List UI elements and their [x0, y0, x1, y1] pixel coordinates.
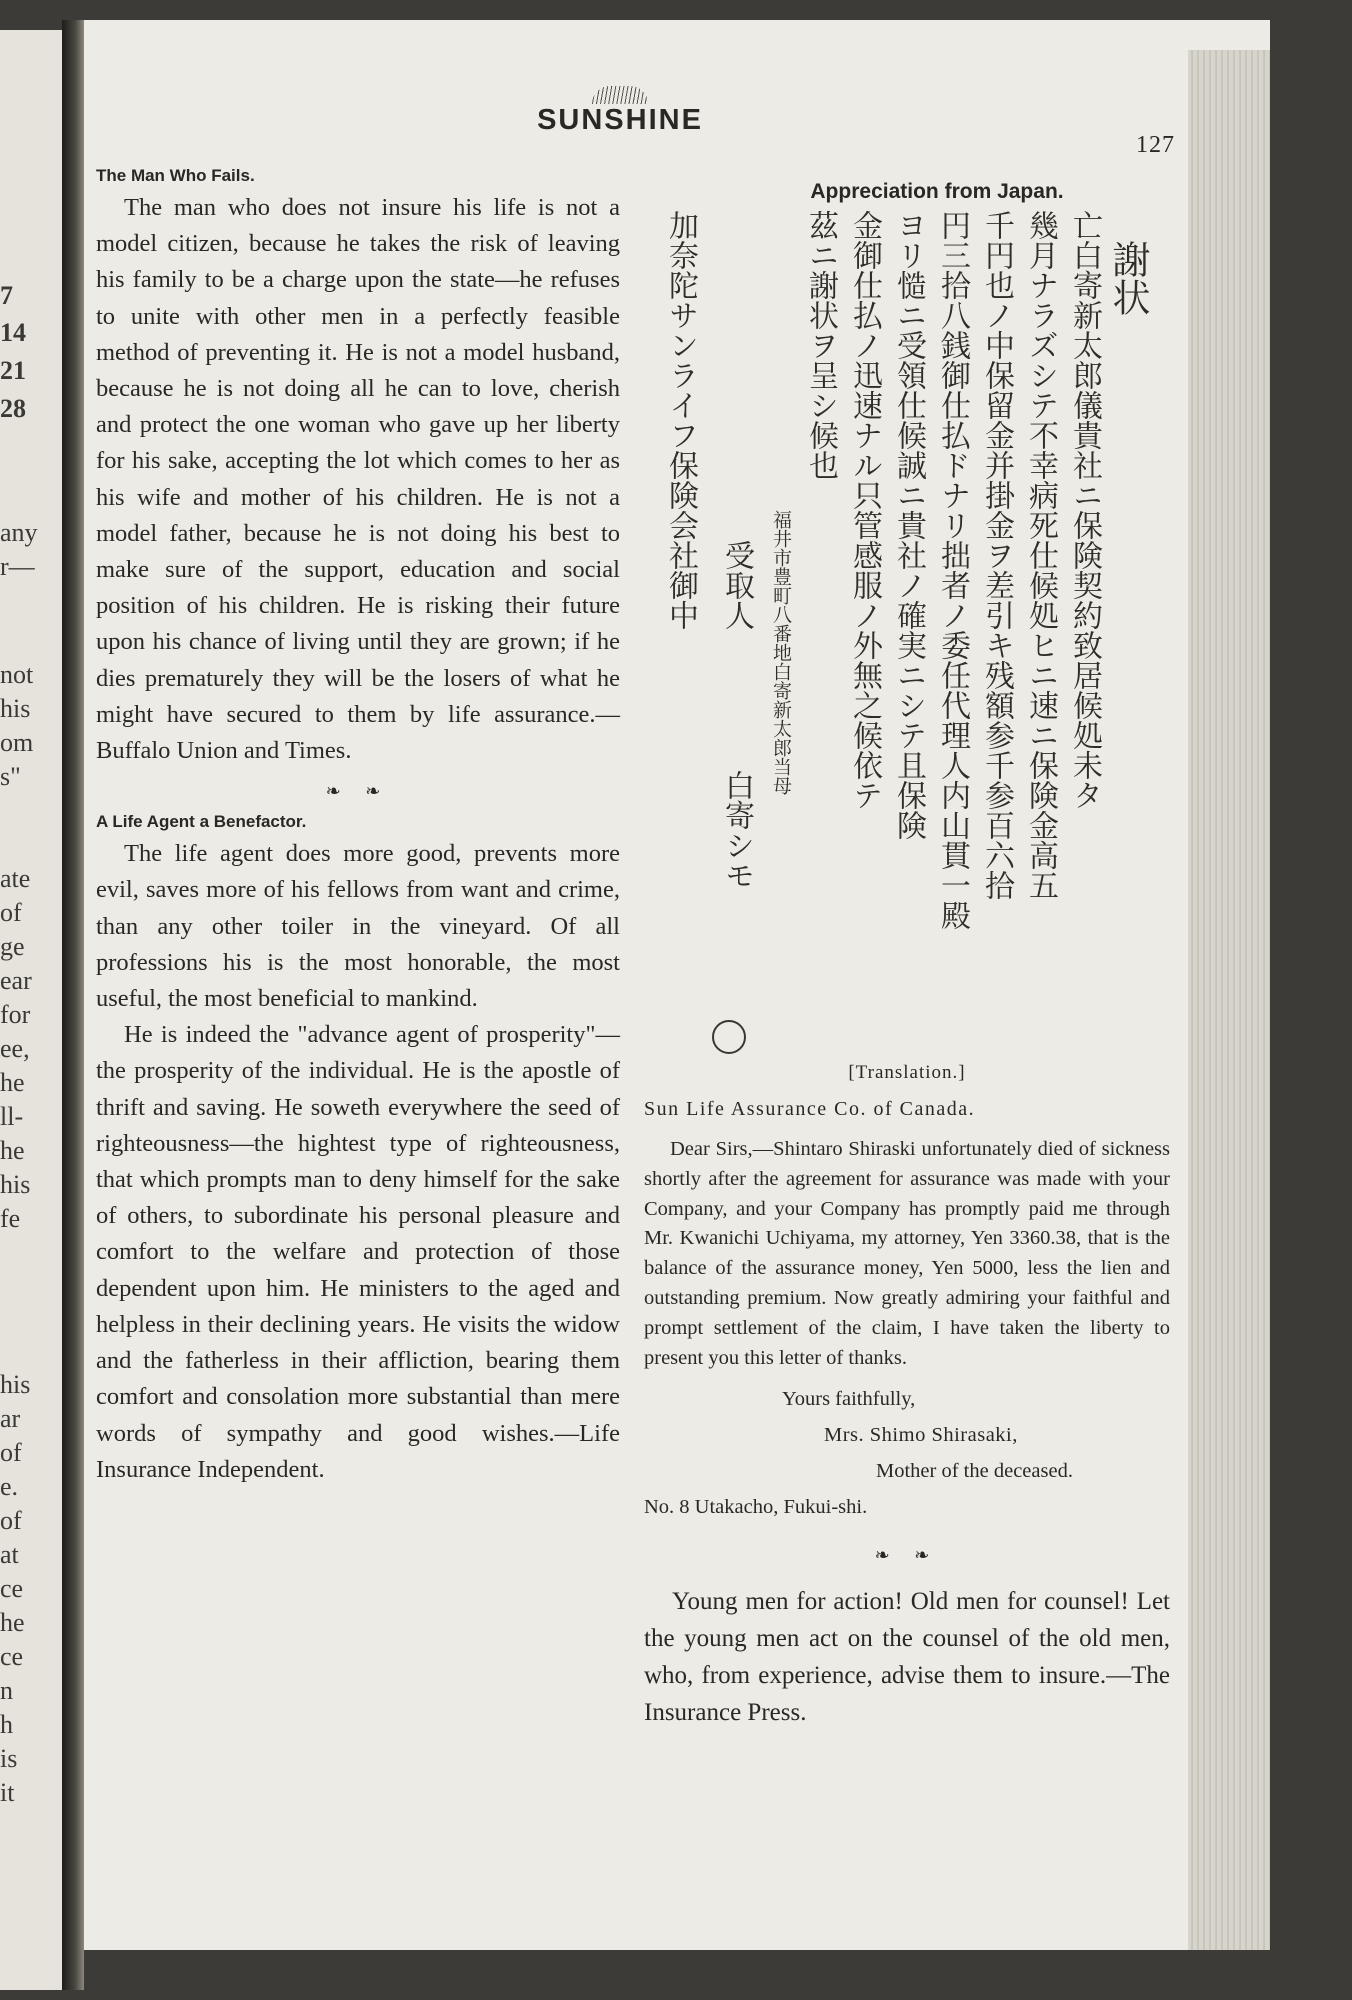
- prev-page-fragment: s": [0, 762, 21, 791]
- article-body: Young men for action! Old men for counsel! Let the young men act on the counsel of the old men, who, from experience, advise them to insure.—The Insurance Press.: [644, 1588, 1170, 1726]
- previous-page-strip: [0, 30, 62, 1990]
- article-body: The man who does not insure his life is not a model citizen, because he takes the risk of leaving his family to be a charge upon the state—he refuses to unite with other men in a perfectly feasible method of preventing it. He is not a model husband, because he is not doing all he can to love, cherish and protect the one woman who gave up her liberty for his sake, accepting the lot which comes to her as his wife and mother of his children. He is not a model father, because he is not doing his best to make sure of the support, education and social position of his children. He is risking their future upon his chance of living until they are grown; if he dies prematurely they will be the losers of what he might have secured to them by life assurance.—Buffalo Union and Times.: [96, 194, 620, 765]
- letter-signer-role: Mother of the deceased.: [876, 1460, 1073, 1483]
- letter-signer: Mrs. Shimo Shirasaki,: [824, 1424, 1018, 1447]
- article-body: The life agent does more good, prevents more evil, saves more of his fellows from want and crime, than any other toiler in the vineyard. Of all professions his is the most honorable, the most useful, the most beneficial to mankind.: [96, 840, 620, 1013]
- prev-page-fragment: fe: [0, 1204, 21, 1233]
- prev-page-fragment: ce: [0, 1642, 24, 1671]
- prev-page-fragment: for: [0, 1000, 31, 1029]
- page-number: 127: [1136, 132, 1175, 158]
- sun-rays-icon: [592, 86, 648, 104]
- page-edge-stack: [1188, 50, 1270, 1950]
- prev-page-fragment: he: [0, 1136, 25, 1165]
- right-column: [644, 180, 1170, 1732]
- prev-page-fragment: not: [0, 660, 34, 689]
- prev-page-fragment: at: [0, 1540, 19, 1569]
- japanese-recipient: 受取人: [719, 540, 754, 630]
- prev-page-fragment: he: [0, 1068, 25, 1097]
- japanese-column: 茲ニ謝状ヲ呈シ候也: [803, 210, 838, 480]
- company-name: Sun Life Assurance Co. of Canada.: [644, 1098, 976, 1120]
- letter-closing: Yours faithfully,: [782, 1388, 916, 1411]
- japanese-address: 福井市豊町八番地白寄新太郎当母: [770, 510, 792, 795]
- prev-page-fragment: 7: [0, 281, 13, 310]
- japanese-column: 加奈陀サンライフ保険会社御中: [663, 210, 698, 630]
- prev-page-fragment: e.: [0, 1472, 19, 1501]
- prev-page-fragment: 21: [0, 356, 26, 385]
- prev-page-fragment: ee,: [0, 1034, 30, 1063]
- japanese-column: 幾月ナラズシテ不幸病死仕候処ヒニ速ニ保険金高五: [1023, 210, 1058, 900]
- prev-page-fragment: his: [0, 1170, 31, 1199]
- prev-page-fragment: his: [0, 1370, 31, 1399]
- book-spine: [62, 20, 84, 1990]
- letter-address: No. 8 Utakacho, Fukui-shi.: [644, 1496, 868, 1519]
- prev-page-fragment: is: [0, 1744, 18, 1773]
- prev-page-fragment: ate: [0, 864, 31, 893]
- article-body: He is indeed the "advance agent of prosperity"—the prosperity of the individual. He is the apostle of thrift and saving. He soweth everywhere the seed of righteousness—the hightest type of righteousness, that which prompts man to deny himself for the sake of others, to subordinate his personal pleasure and comfort to the welfare and protection of those dependent upon him. He ministers to the aged and helpless in their declining years. He visits the widow and the fatherless in their affliction, bearing them comfort and consolation more substantial than mere words of sympathy and good wishes.—Life Insurance Independent.: [96, 1021, 620, 1483]
- japanese-column: 円三拾八銭御仕払ドナリ拙者ノ委任代理人内山貫一殿: [935, 210, 970, 930]
- prev-page-fragment: h: [0, 1710, 13, 1739]
- masthead-title: SUNSHINE: [537, 104, 703, 136]
- prev-page-fragment: of: [0, 1506, 22, 1535]
- prev-page-fragment: r—: [0, 552, 35, 581]
- prev-page-fragment: ge: [0, 932, 25, 961]
- prev-page-fragment: n: [0, 1676, 13, 1705]
- prev-page-fragment: of: [0, 1438, 22, 1467]
- japanese-column: 千円也ノ中保留金并掛金ヲ差引キ残額参千参百六拾: [979, 210, 1014, 900]
- seal-stamp-icon: [712, 1020, 746, 1054]
- article-heading: The Man Who Fails.: [96, 166, 255, 185]
- ornament-divider: ❧ ❧: [874, 1545, 940, 1566]
- left-column: [96, 166, 620, 1488]
- article-heading: A Life Agent a Benefactor.: [96, 812, 307, 832]
- prev-page-fragment: 14: [0, 318, 26, 347]
- prev-page-fragment: his: [0, 694, 31, 723]
- japanese-letter: [644, 210, 1170, 1040]
- japanese-column: 謝状: [1106, 240, 1150, 316]
- prev-page-fragment: ear: [0, 966, 32, 995]
- japanese-column: 金御仕払ノ迅速ナル只管感服ノ外無之候依テ: [847, 210, 882, 810]
- prev-page-fragment: ar: [0, 1404, 21, 1433]
- prev-page-fragment: 28: [0, 394, 26, 423]
- letter-body: Dear Sirs,—Shintaro Shiraski unfortunately died of sickness shortly after the agreement for assurance was made with your Company, and your Company has promptly paid me through Mr. Kwanichi Uchiyama, my attorney, Yen 3360.38, that is the balance of the assurance money, Yen 5000, less the lien and outstanding premium. Now greatly admiring your faithful and prompt settlement of the claim, I have taken the liberty to present you this letter of thanks.: [644, 1138, 1170, 1369]
- prev-page-fragment: any: [0, 518, 38, 547]
- japanese-column: 亡白寄新太郎儀貴社ニ保険契約致居候処未タ: [1067, 210, 1102, 810]
- prev-page-fragment: he: [0, 1608, 25, 1637]
- prev-page-fragment: of: [0, 898, 22, 927]
- prev-page-fragment: ll-: [0, 1102, 24, 1131]
- prev-page-fragment: om: [0, 728, 34, 757]
- prev-page-fragment: ce: [0, 1574, 24, 1603]
- prev-page-fragment: it: [0, 1778, 15, 1807]
- masthead: [470, 104, 770, 137]
- japanese-signature: 白寄シモ: [719, 770, 754, 890]
- article-heading: Appreciation from Japan.: [810, 180, 1064, 203]
- translation-label: [Translation.]: [848, 1062, 966, 1083]
- ornament-divider: ❧ ❧: [325, 781, 391, 802]
- japanese-column: ヨリ慥ニ受領仕候誠ニ貴社ノ確実ニシテ且保険: [891, 210, 926, 840]
